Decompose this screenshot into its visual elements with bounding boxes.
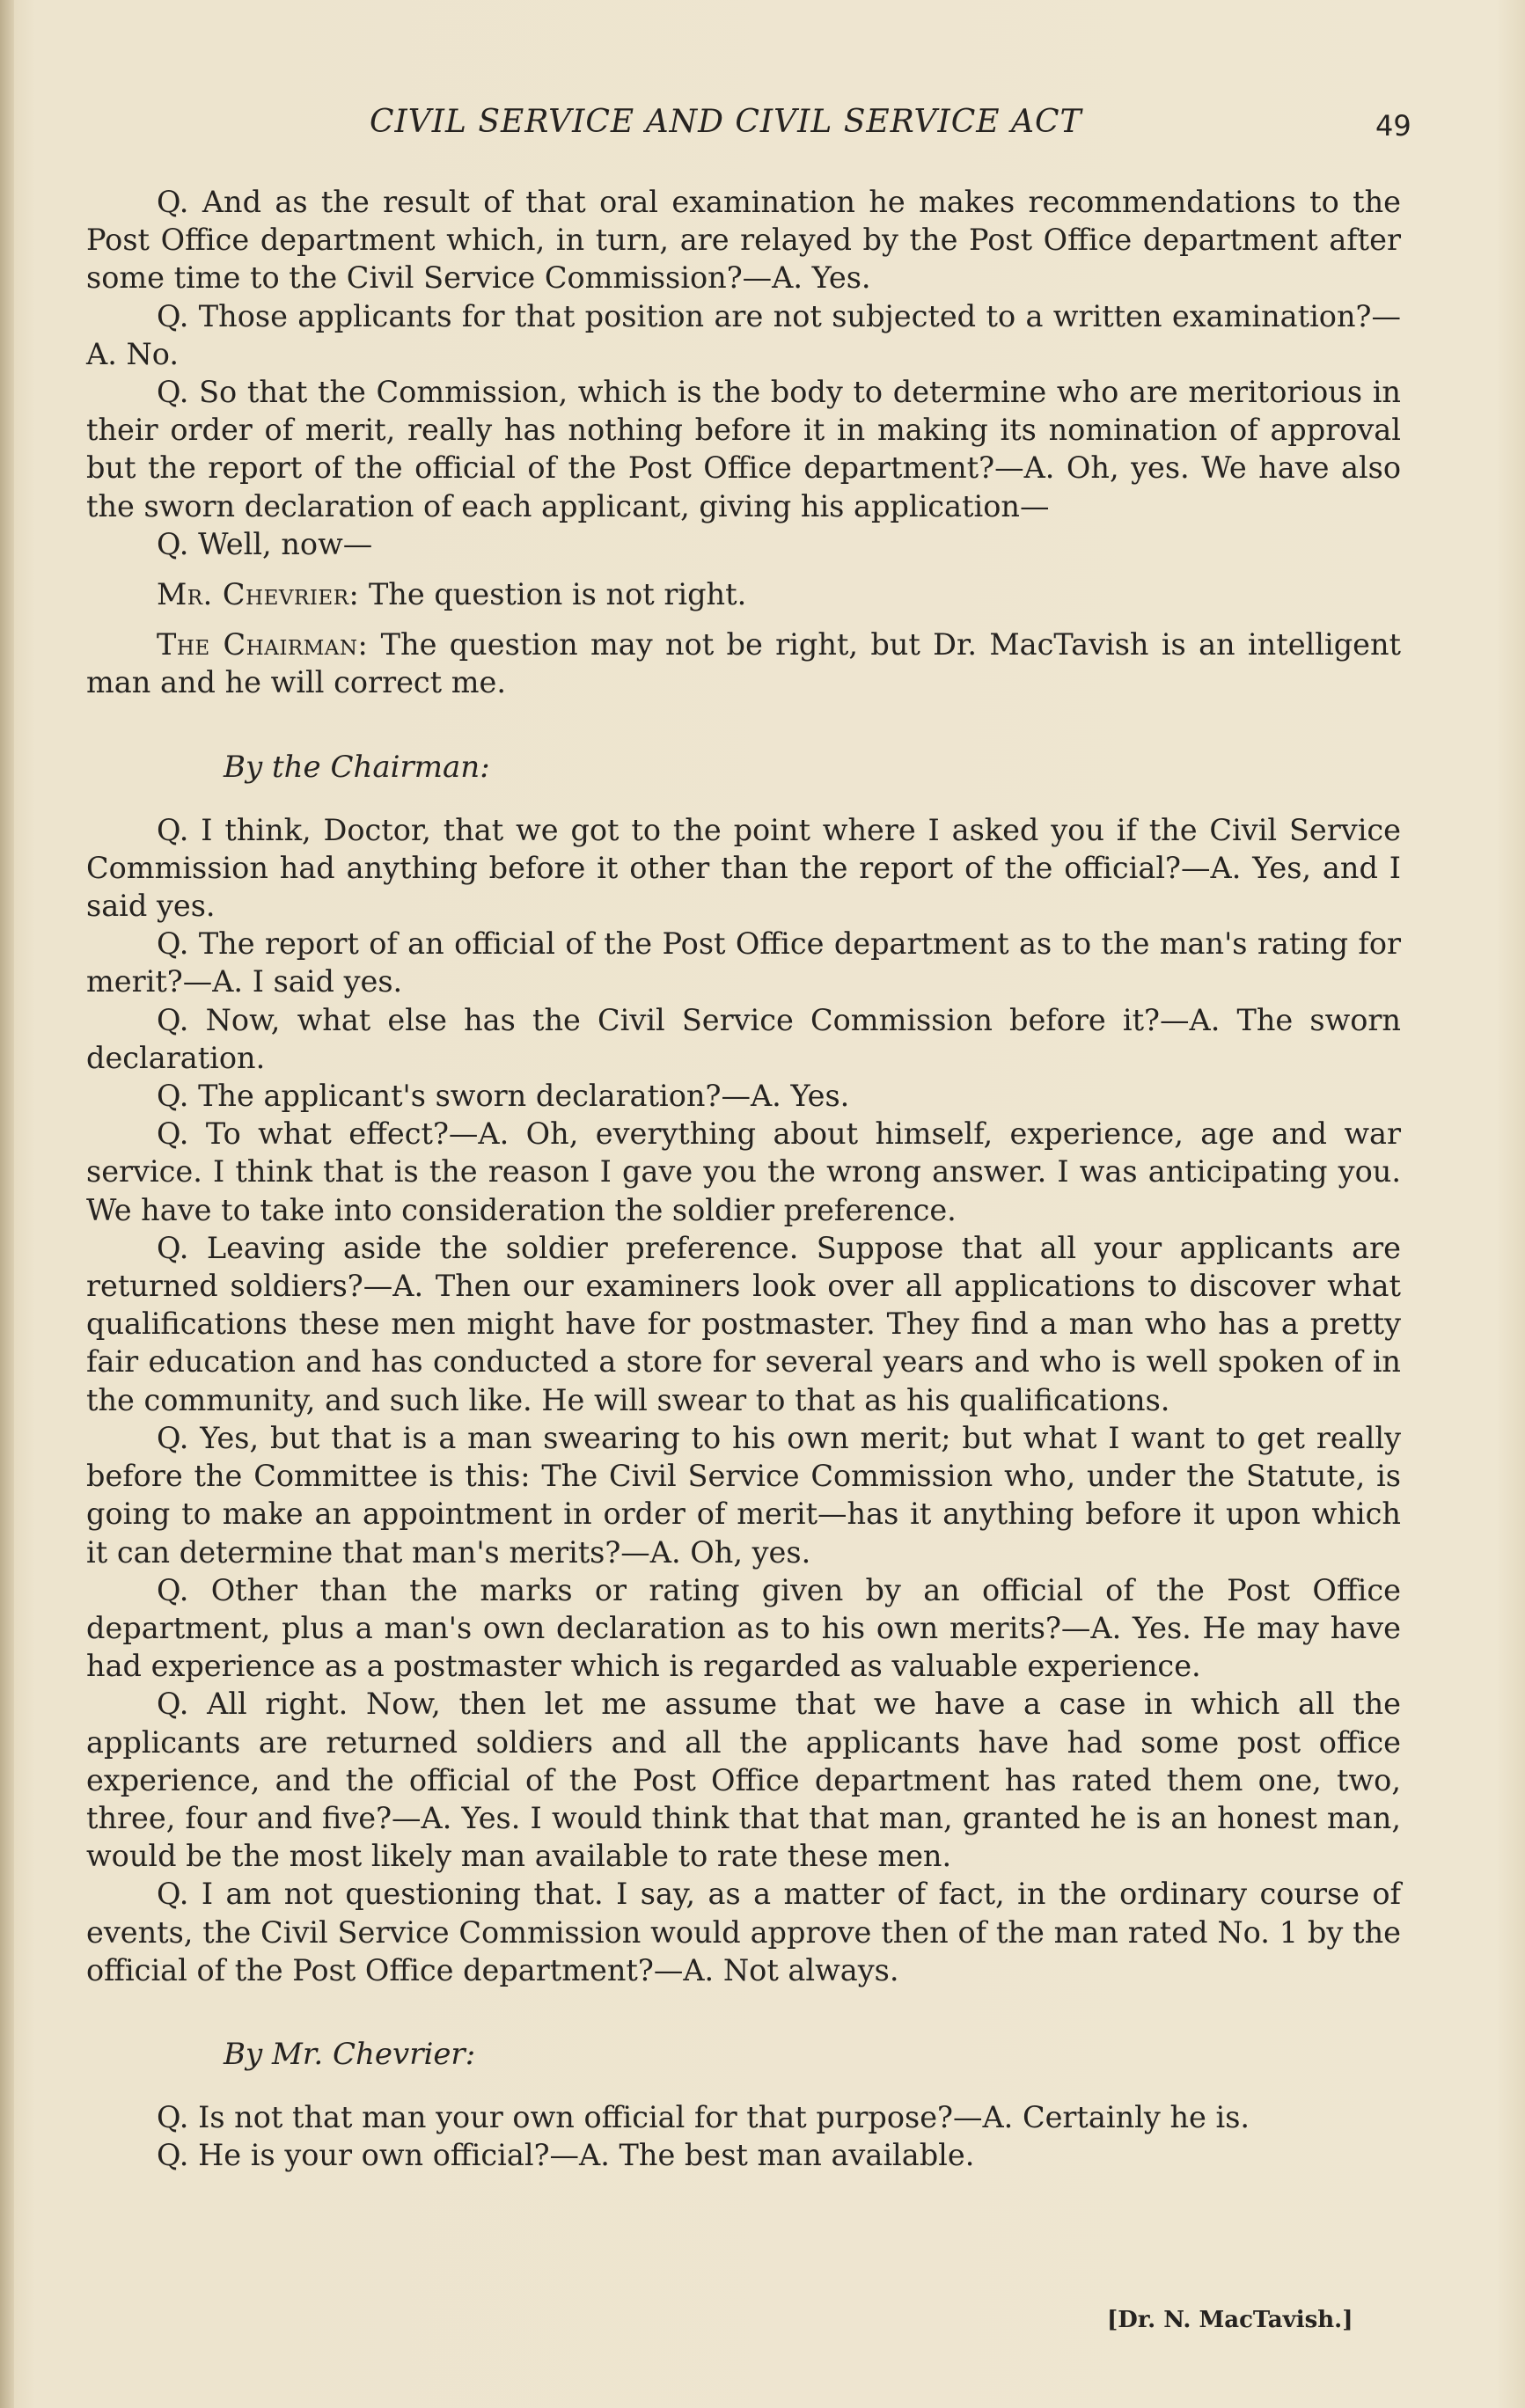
speaker-statement-text: The question may not be right, but Dr. MacTavish is an intelligent man and he will correct me. (86, 627, 1401, 700)
question-answer-paragraph: Q. I am not questioning that. I say, as a matter of fact, in the ordinary course of events, the Civil Service Commission would approve then of the man rated No. 1 by the official of the Post Office department?—A. Not always. (86, 1877, 1401, 1987)
running-header (0, 104, 1525, 157)
witness-reference: [Dr. N. MacTavish.] (1107, 2307, 1353, 2333)
question-answer-paragraph: Q. Well, now— (157, 526, 373, 561)
question-answer-paragraph: Q. So that the Commission, which is the body to determine who are meritorious in their order of merit, really has nothing before it in making its nomination of approval but the report of the official of the Post Office department?—A. Oh, yes. We have also the sworn declaration of each applicant, giving his application— (86, 375, 1401, 523)
question-answer-paragraph: Q. Yes, but that is a man swearing to his own merit; but what I want to get really before the Committee is this: The Civil Service Commission who, under the Statute, is going to make an appointment in order of merit—has it anything before it upon which it can determine that man's merits?—A. Oh, yes. (86, 1420, 1401, 1570)
question-answer-paragraph: Q. He is your own official?—A. The best man available. (157, 2138, 975, 2173)
page-number: 49 (1375, 109, 1411, 143)
speaker-statement-text: The question is not right. (359, 577, 747, 612)
speaker-name: The Chairman: (157, 627, 369, 662)
question-answer-paragraph: Q. To what effect?—A. Oh, everything about himself, experience, age and war service. I think that is the reason I gave you the wrong answer. I was anticipating you. We have to take into consideration the soldier preference. (86, 1116, 1401, 1227)
question-answer-paragraph: Q. Other than the marks or rating given by an official of the Post Office department, plus a man's own declaration as to his own merits?—A. Yes. He may have had experience as a postmaster which is regarded as valuable experience. (86, 1572, 1401, 1684)
question-answer-paragraph: Q. Is not that man your own official for that purpose?—A. Certainly he is. (157, 2099, 1250, 2134)
running-title: CIVIL SERVICE AND CIVIL SERVICE ACT (370, 104, 1082, 140)
question-answer-paragraph: Q. I think, Doctor, that we got to the point where I asked you if the Civil Service Commission had anything before it other than the report of the official?—A. Yes, and I said yes. (86, 812, 1401, 924)
binding-edge (0, 0, 14, 2408)
question-answer-paragraph: Q. Now, what else has the Civil Service Commission before it?—A. The sworn declaration. (86, 1002, 1401, 1075)
question-answer-paragraph: Q. The report of an official of the Post Office department as to the man's rating for merit?—A. I said yes. (86, 926, 1401, 999)
examiner-heading: By Mr. Chevrier: (224, 2036, 476, 2072)
transcript-body (86, 183, 1401, 2174)
question-answer-paragraph: Q. Leaving aside the soldier preference. Suppose that all your applicants are returned soldiers?—A. Then our examiners look over all applications to discover what qualifications these men might have for postmaster. They find a man who has a pretty fair education and has conducted a store for several years and who is well spoken of in the community, and such like. He will swear to that as his qualifications. (86, 1230, 1401, 1417)
question-answer-paragraph: Q. Those applicants for that position are not subjected to a written examination?—A. No. (86, 298, 1401, 371)
speaker-statement (86, 575, 1401, 613)
speaker-statement (86, 626, 1401, 701)
speaker-name: Mr. Chevrier: (157, 577, 360, 612)
examiner-heading: By the Chairman: (224, 749, 490, 785)
question-answer-paragraph: Q. And as the result of that oral examination he makes recommendations to the Post Office department which, in turn, are relayed by the Post Office department after some time to the Civil Service Commission?—A. Yes. (86, 185, 1401, 296)
question-answer-paragraph: Q. All right. Now, then let me assume that we have a case in which all the applicants are returned soldiers and all the applicants have had some post office experience, and the official of the Post Office department has rated them one, two, three, four and five?—A. Yes. I would think that that man, granted he is an honest man, would be the most likely man available to rate these men. (86, 1687, 1401, 1874)
question-answer-paragraph: Q. The applicant's sworn declaration?—A. Yes. (157, 1079, 850, 1114)
